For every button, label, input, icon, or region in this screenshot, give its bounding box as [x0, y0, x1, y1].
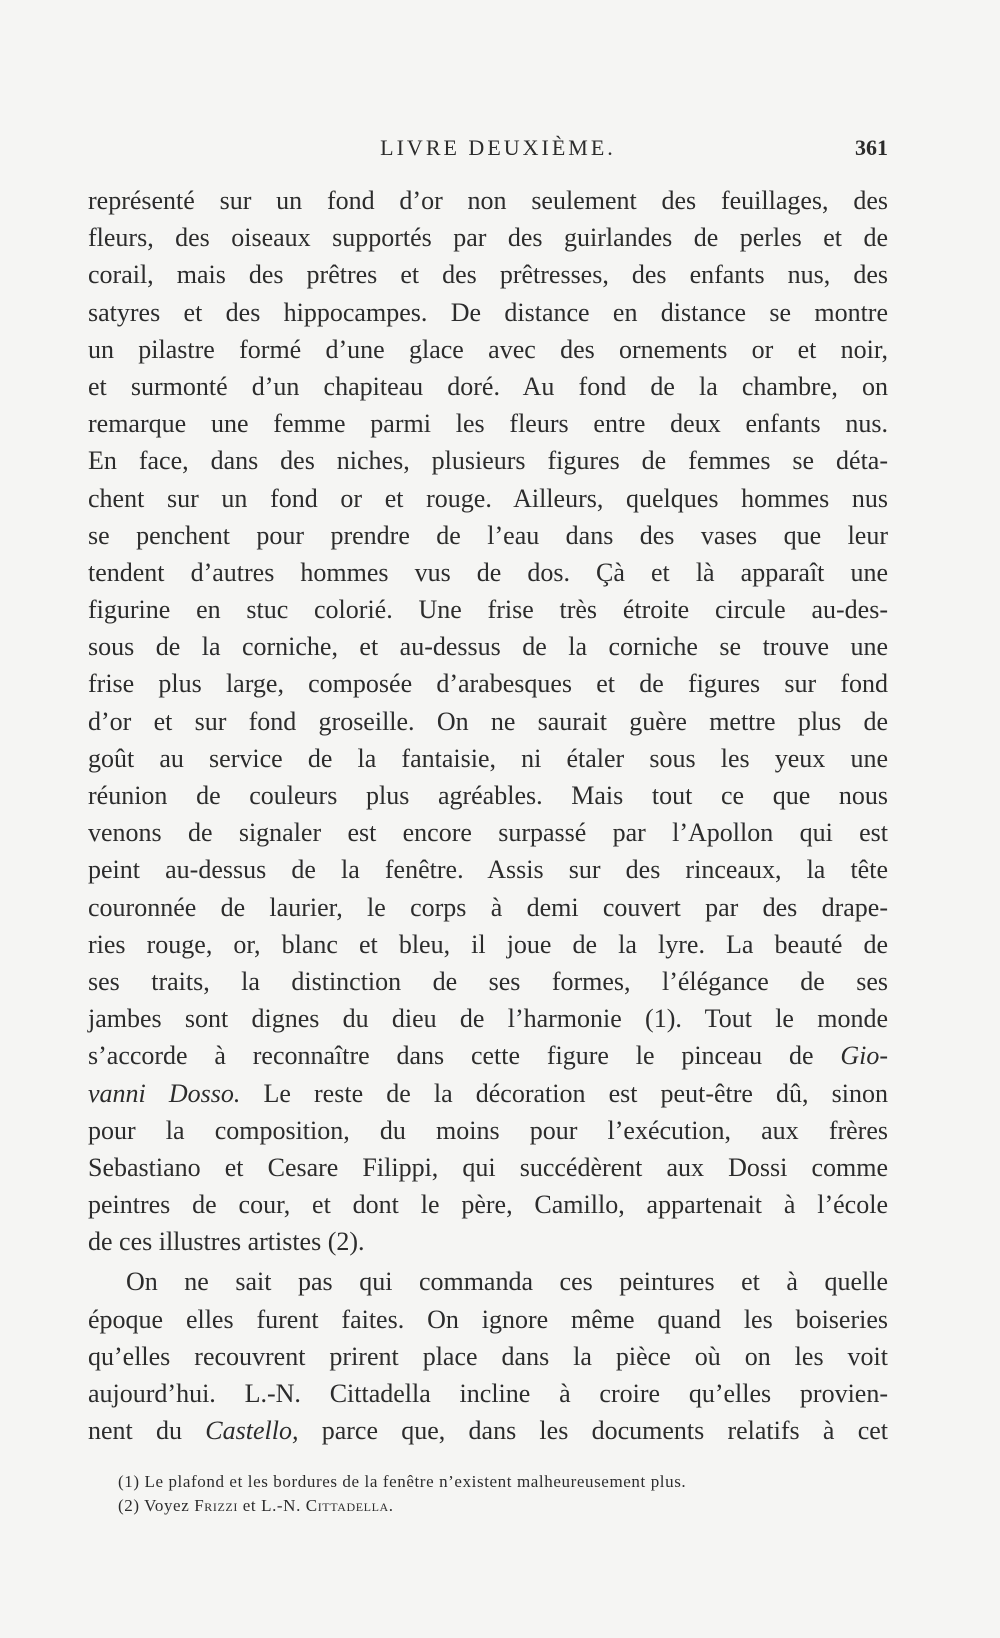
- text-line: qu’elles recouvrent prirent place dans la pièce où on les voit: [88, 1341, 888, 1371]
- text-line: ses traits, la distinction de ses formes, l’élégance de ses: [88, 966, 888, 996]
- text-line: fleurs, des oiseaux supportés par des guirlandes de perles et de: [88, 223, 888, 253]
- text-line: On ne sait pas qui commanda ces peintures et à quelle: [126, 1267, 888, 1297]
- text-segment: Le reste de la décoration est peut-être dû, sinon: [240, 1078, 888, 1108]
- text-line: remarque une femme parmi les fleurs entre deux enfants nus.: [88, 409, 888, 439]
- footnote-2: [118, 1494, 888, 1518]
- italic-name: vanni Dosso.: [88, 1078, 241, 1108]
- text-line: Sebastiano et Cesare Filippi, qui succédèrent aux Dossi comme: [88, 1152, 888, 1182]
- footnote-1: (1) Le plafond et les bordures de la fenêtre n’existent malheureusement plus.: [118, 1472, 687, 1491]
- text-segment: s’accorde à reconnaître dans cette figure le pinceau de: [88, 1041, 814, 1071]
- text-segment: et L.-N.: [237, 1496, 306, 1515]
- text-line: d’or et sur fond groseille. On ne saurait guère mettre plus de: [88, 706, 888, 736]
- text-line: [88, 1075, 888, 1112]
- text-line: de ces illustres artistes (2).: [88, 1227, 365, 1257]
- text-line: [88, 1412, 888, 1449]
- text-line: ries rouge, or, blanc et bleu, il joue de la lyre. La beauté de: [88, 929, 888, 959]
- running-head: [88, 135, 888, 165]
- text-line: goût au service de la fantaisie, ni étaler sous les yeux une: [88, 743, 888, 773]
- page-number: 361: [855, 135, 888, 160]
- text-line: peint au-dessus de la fenêtre. Assis sur des rinceaux, la tête: [88, 855, 888, 885]
- text-line: peintres de cour, et dont le père, Camillo, appartenait à l’école: [88, 1190, 888, 1220]
- text-segment: nent du: [88, 1416, 206, 1446]
- text-line: tendent d’autres hommes vus de dos. Çà et là apparaît une: [88, 557, 888, 587]
- text-segment: .: [388, 1496, 394, 1515]
- text-line: chent sur un fond or et rouge. Ailleurs, quelques hommes nus: [88, 483, 888, 513]
- body-text: [88, 182, 888, 1449]
- italic-name: Gio-: [840, 1041, 888, 1071]
- running-title: LIVRE DEUXIÈME.: [380, 135, 616, 160]
- text-line: figurine en stuc colorié. Une frise très étroite circule au-des-: [88, 595, 888, 625]
- text-line: époque elles furent faites. On ignore même quand les boiseries: [88, 1304, 888, 1334]
- text-line: pour la composition, du moins pour l’exécution, aux frères: [88, 1115, 888, 1145]
- text-line: aujourd’hui. L.-N. Cittadella incline à croire qu’elles provien-: [88, 1379, 888, 1408]
- text-line: corail, mais des prêtres et des prêtresses, des enfants nus, des: [88, 260, 888, 290]
- text-line: venons de signaler est encore surpassé par l’Apollon qui est: [88, 818, 888, 848]
- author-name: Frizzi: [194, 1496, 238, 1515]
- text-segment: parce que, dans les documents relatifs à cet: [298, 1416, 888, 1446]
- text-line: et surmonté d’un chapiteau doré. Au fond de la chambre, on: [88, 371, 888, 401]
- text-segment: (2) Voyez: [118, 1496, 195, 1515]
- text-line: réunion de couleurs plus agréables. Mais tout ce que nous: [88, 781, 888, 810]
- italic-name: Castello,: [205, 1416, 299, 1446]
- text-line: satyres et des hippocampes. De distance en distance se montre: [88, 297, 888, 327]
- text-line: frise plus large, composée d’arabesques et de figures sur fond: [88, 669, 888, 699]
- text-line: En face, dans des niches, plusieurs figures de femmes se déta-: [88, 446, 888, 476]
- footnotes: [118, 1470, 888, 1518]
- text-line: couronnée de laurier, le corps à demi couvert par des drape-: [88, 892, 888, 922]
- text-line: sous de la corniche, et au-dessus de la corniche se trouve une: [88, 632, 888, 662]
- text-line: [88, 1037, 888, 1074]
- author-name: Cittadella: [305, 1496, 389, 1515]
- text-line: représenté sur un fond d’or non seulement des feuillages, des: [88, 186, 888, 215]
- text-line: un pilastre formé d’une glace avec des ornements or et noir,: [88, 334, 888, 364]
- text-line: se penchent pour prendre de l’eau dans des vases que leur: [88, 520, 888, 550]
- text-line: jambes sont dignes du dieu de l’harmonie (1). Tout le monde: [88, 1004, 888, 1034]
